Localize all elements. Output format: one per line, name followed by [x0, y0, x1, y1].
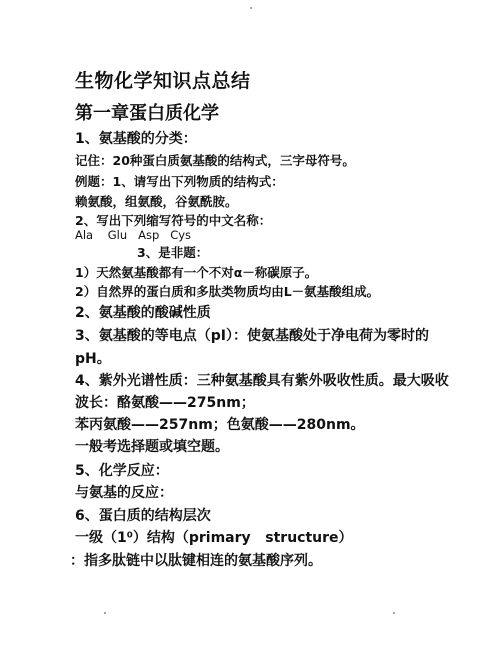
- text-line: 一级（1⁰）结构（primary structure）: [75, 530, 353, 546]
- text-line: pH。: [75, 351, 111, 367]
- text-line: 赖氨酸，组氨酸，谷氨酰胺。: [75, 194, 238, 209]
- text-line: 例题：1、请写出下列物质的结构式：: [75, 174, 284, 189]
- text-line: 2）自然界的蛋白质和多肽类物质均由L－氨基酸组成。: [75, 284, 380, 299]
- text-line: 一般考选择题或填空题。: [75, 439, 229, 455]
- page-mark: [104, 612, 106, 614]
- abbreviation-list: Ala Glu Asp Cys: [75, 228, 192, 242]
- section-3-heading: 3、氨基酸的等电点（pI）：使氨基酸处于净电荷为零时的: [75, 328, 429, 344]
- page-mark: [393, 612, 395, 614]
- text-line: 波长：酪氨酸——275nm；: [75, 395, 255, 411]
- section-1-heading: 1、氨基酸的分类：: [75, 131, 197, 147]
- document-title: 生物化学知识点总结: [75, 70, 251, 92]
- text-line: 3、是非题：: [137, 245, 209, 260]
- section-2-heading: 2、氨基酸的酸碱性质: [75, 305, 211, 321]
- text-line: 1）天然氨基酸都有一个不对α－称碳原子。: [75, 265, 318, 280]
- section-6-heading: 6、蛋白质的结构层次: [75, 508, 211, 524]
- page-mark: [250, 7, 252, 9]
- text-line: 记住：20种蛋白质氨基酸的结构式，三字母符号。: [75, 153, 355, 168]
- chapter-heading: 第一章蛋白质化学: [75, 103, 219, 124]
- text-line: ：指多肽链中以肽键相连的氨基酸序列。: [70, 553, 322, 569]
- text-line: 与氨基的反应：: [75, 485, 173, 501]
- section-4-heading: 4、紫外光谱性质：三种氨基酸具有紫外吸收性质。最大吸收: [75, 373, 449, 389]
- text-line: 2、写出下列缩写符号的中文名称：: [75, 213, 272, 228]
- text-line: 苯丙氨酸——257nm；色氨酸——280nm。: [75, 417, 365, 433]
- section-5-heading: 5、化学反应：: [75, 463, 169, 479]
